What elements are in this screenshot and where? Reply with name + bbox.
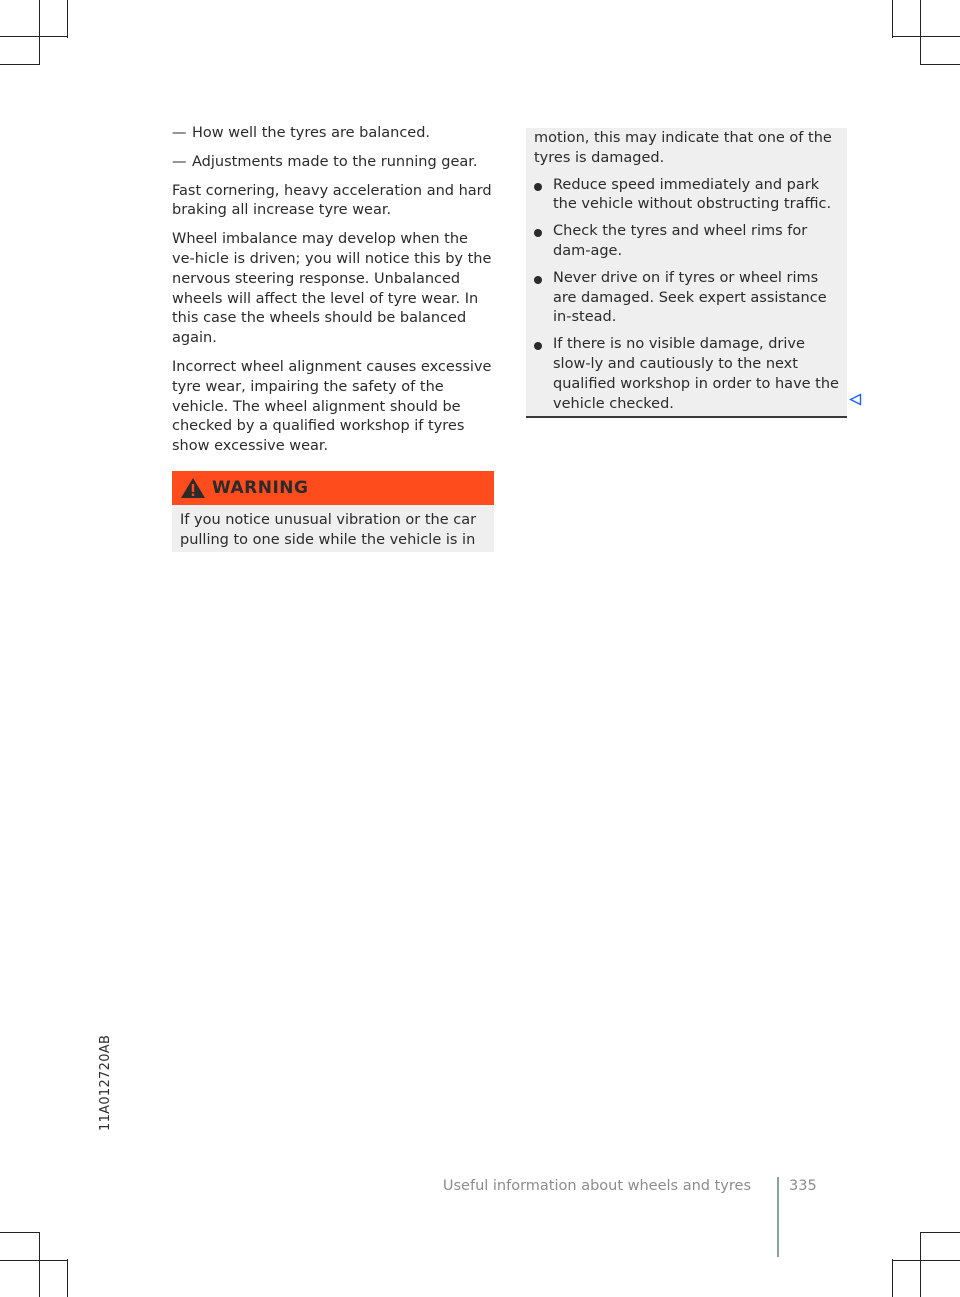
section-end-triangle-icon: [849, 393, 862, 406]
list-item-text: If there is no visible damage, drive slow-ly and cautiously to the next qualified workshop in order to have the vehicle checked.: [553, 336, 839, 412]
list-item-text: How well the tyres are balanced.: [192, 125, 431, 141]
footer-section-title: Useful information about wheels and tyres: [442, 1178, 751, 1194]
bullet-dot: [534, 176, 553, 216]
paragraph: Wheel imbalance may develop when the ve-hicle is driven; you will notice this by the nervous steering response. Unbalanced wheels will affect the level of tyre wear. In this case the wheels should be balanced again.: [172, 231, 492, 347]
warning-continuation-text: motion, this may indicate that one of the tyres is damaged.: [534, 130, 832, 166]
warning-box: [172, 471, 494, 552]
list-item: [172, 153, 494, 173]
paragraph: Incorrect wheel alignment causes excessive tyre wear, impairing the safety of the vehicle. The wheel alignment should be checked by a qualified workshop if tyres show excessive wear.: [172, 358, 492, 455]
list-item: [534, 269, 839, 328]
page-number: 335: [789, 1178, 817, 1194]
dash-bullet: —: [172, 153, 187, 170]
left-column: [172, 124, 494, 466]
warning-title: WARNING: [212, 478, 309, 498]
footer-divider: [777, 1177, 779, 1257]
warning-continuation-box: [526, 128, 847, 418]
list-item: [172, 124, 494, 144]
list-item: [534, 222, 839, 262]
list-item-text: Never drive on if tyres or wheel rims are damaged. Seek expert assistance in-stead.: [553, 269, 827, 326]
bullet-dot: [534, 269, 553, 328]
paragraph: Fast cornering, heavy acceleration and hard braking all increase tyre wear.: [172, 182, 492, 219]
warning-header: [172, 471, 494, 505]
list-item: [534, 335, 839, 414]
document-code: 11A012720AB: [98, 1034, 113, 1131]
warning-triangle-icon: [180, 477, 206, 499]
list-item-text: Check the tyres and wheel rims for dam-age.: [553, 223, 808, 259]
dash-bullet: —: [172, 125, 187, 141]
bullet-dot: [534, 335, 553, 414]
bullet-dot: [534, 222, 553, 262]
warning-body: If you notice unusual vibration or the car pulling to one side while the vehicle is in: [172, 505, 494, 552]
list-item-text: Adjustments made to the running gear.: [192, 153, 478, 170]
list-item: [534, 176, 839, 216]
list-item-text: Reduce speed immediately and park the vehicle without obstructing traffic.: [553, 176, 832, 213]
